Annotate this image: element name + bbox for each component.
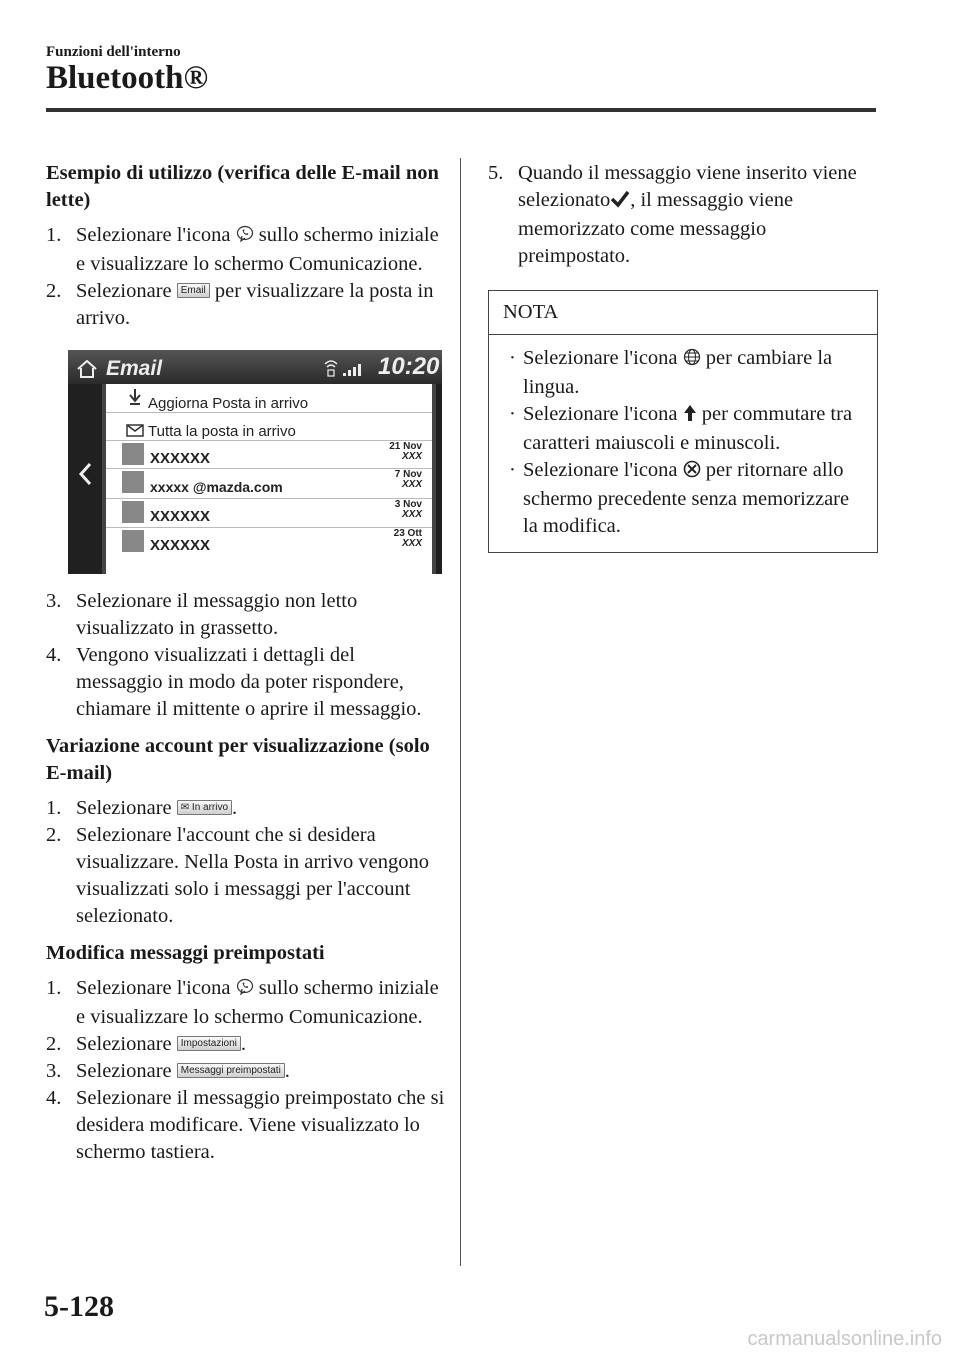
- preset-step-1: [46, 975, 446, 1031]
- contact-avatar-icon: [122, 501, 144, 523]
- note-item: [503, 457, 863, 540]
- step-text: Selezionare il messaggio preimpostato che si desidera modificare. Viene visualizzato lo schermo tastiera.: [76, 1087, 445, 1163]
- phone-bubble-icon: [236, 224, 254, 251]
- preset-messages-button[interactable]: Messaggi preimpostati: [177, 1063, 285, 1078]
- bullet-dot: ·: [509, 403, 516, 425]
- heading-account-change: Variazione account per visualizzazione (solo E-mail): [46, 735, 430, 784]
- step-1: [46, 222, 446, 278]
- step-2: [46, 278, 446, 332]
- step-number: 1.: [46, 797, 62, 819]
- note-text: Selezionare l'icona: [523, 459, 678, 481]
- email-screen-illustration: [68, 350, 442, 574]
- x-circle-icon: [683, 459, 701, 486]
- note-text: per commutare tra caratteri maiuscoli e minuscoli.: [523, 403, 853, 454]
- step-text: sullo schermo iniziale e visualizzare lo schermo Comunicazione.: [76, 977, 439, 1028]
- preset-step-2: [46, 1031, 446, 1058]
- message-sender: XXXXXX: [150, 450, 211, 467]
- step-text: sullo schermo iniziale e visualizzare lo schermo Comunicazione.: [76, 224, 439, 275]
- step-number: 2.: [46, 1033, 62, 1055]
- step-number: 4.: [46, 1087, 62, 1109]
- step-text: .: [284, 1060, 290, 1082]
- watermark: carmanualsonline.info: [747, 1328, 942, 1350]
- step-number: 2.: [46, 824, 62, 846]
- message-row[interactable]: [106, 440, 432, 469]
- note-item: [503, 345, 863, 401]
- step-3: [46, 588, 446, 642]
- message-sender: XXXXXX: [150, 537, 211, 554]
- message-row[interactable]: [106, 527, 432, 556]
- right-column: [488, 160, 878, 553]
- phone-bubble-icon: [236, 977, 254, 1004]
- step-text: Quando il messaggio viene inserito viene selezionato: [518, 162, 857, 211]
- signal-icon: [323, 358, 363, 385]
- note-text: Selezionare l'icona: [523, 347, 678, 369]
- note-body: [489, 335, 877, 552]
- note-item: [503, 401, 863, 457]
- row-label: Tutta la posta in arrivo: [148, 423, 296, 440]
- step-number: 4.: [46, 644, 62, 666]
- back-arrow-icon[interactable]: [78, 462, 92, 493]
- bullet-dot: ·: [509, 459, 516, 481]
- home-icon[interactable]: [76, 358, 98, 385]
- step-text: Selezionare: [76, 797, 172, 819]
- settings-button[interactable]: Impostazioni: [177, 1036, 241, 1051]
- header-rule: [46, 108, 876, 112]
- message-date: 23 Ott XXX: [393, 528, 422, 549]
- step-text: Selezionare: [76, 1060, 172, 1082]
- note-text: per cambiare la lingua.: [523, 347, 833, 398]
- left-column: [46, 160, 446, 1166]
- heading-edit-presets: Modifica messaggi preimpostati: [46, 942, 325, 964]
- step-number: 2.: [46, 280, 62, 302]
- message-date: 7 Nov XXX: [394, 469, 422, 490]
- step-text: .: [232, 797, 238, 819]
- step-text: per visualizzare la posta in arrivo.: [76, 280, 434, 329]
- step-text: Selezionare: [76, 1033, 172, 1055]
- step-text: Vengono visualizzati i dettagli del messaggio in modo da poter rispondere, chiamare il mittente o aprire il messaggio.: [76, 644, 422, 720]
- step-text: .: [240, 1033, 247, 1055]
- step-number: 3.: [46, 590, 62, 612]
- message-row[interactable]: [106, 468, 432, 499]
- chapter-title: Bluetooth®: [46, 60, 209, 96]
- step-text: Selezionare: [76, 280, 172, 302]
- message-date: 21 Nov XXX: [389, 441, 422, 462]
- heading-verify-unread: Esempio di utilizzo (verifica delle E-mail non lette): [46, 162, 439, 211]
- inbox-list: [102, 384, 436, 574]
- envelope-icon: ✉: [180, 802, 190, 813]
- step-text: Selezionare l'account che si desidera visualizzare. Nella Posta in arrivo vengono visualizzati solo i messaggi per l'account selezionato.: [76, 824, 429, 927]
- contact-avatar-icon: [122, 471, 144, 493]
- contact-avatar-icon: [122, 443, 144, 465]
- note-text: per ritornare allo schermo precedente senza memorizzare la modifica.: [523, 459, 850, 537]
- arrow-up-icon: [683, 403, 697, 430]
- step-text: Selezionare il messaggio non letto visualizzato in grassetto.: [76, 590, 358, 639]
- account-step-2: [46, 822, 446, 930]
- preset-step-3: [46, 1058, 446, 1085]
- update-inbox-row[interactable]: [106, 384, 432, 413]
- step-text: Selezionare l'icona: [76, 977, 231, 999]
- note-box: [488, 290, 878, 553]
- step-number: 3.: [46, 1060, 62, 1082]
- step-number: 1.: [46, 224, 62, 246]
- row-label: Aggiorna Posta in arrivo: [148, 395, 309, 412]
- account-step-1: [46, 795, 446, 822]
- download-icon: [128, 388, 142, 415]
- note-title: NOTA: [489, 291, 877, 335]
- message-sender: xxxxx @mazda.com: [150, 479, 283, 495]
- screen-status-bar: [68, 350, 442, 384]
- step-number: 1.: [46, 977, 62, 999]
- page-number: 5-128: [44, 1290, 114, 1323]
- bullet-dot: ·: [509, 347, 516, 369]
- message-sender: XXXXXX: [150, 508, 211, 525]
- globe-icon: [683, 347, 701, 374]
- checkmark-icon: [610, 189, 630, 216]
- message-row[interactable]: [106, 498, 432, 528]
- step-text: Selezionare l'icona: [76, 224, 231, 246]
- step-number: 5.: [488, 162, 504, 184]
- contact-avatar-icon: [122, 530, 144, 552]
- screen-title: Email: [106, 357, 163, 380]
- inbox-button[interactable]: ✉ In arrivo: [177, 800, 232, 815]
- step-4: [46, 642, 446, 723]
- section-label: Funzioni dell'interno: [46, 44, 181, 60]
- email-button[interactable]: Email: [177, 283, 210, 298]
- preset-step-4: [46, 1085, 446, 1166]
- preset-step-5: [488, 160, 878, 270]
- step-text: , il messaggio viene memorizzato come messaggio preimpostato.: [518, 189, 794, 267]
- all-inbox-row[interactable]: [106, 412, 432, 441]
- column-divider: [460, 158, 461, 1266]
- screen-clock: 10:20: [378, 353, 440, 380]
- message-date: 3 Nov XXX: [394, 499, 422, 520]
- note-text: Selezionare l'icona: [523, 403, 678, 425]
